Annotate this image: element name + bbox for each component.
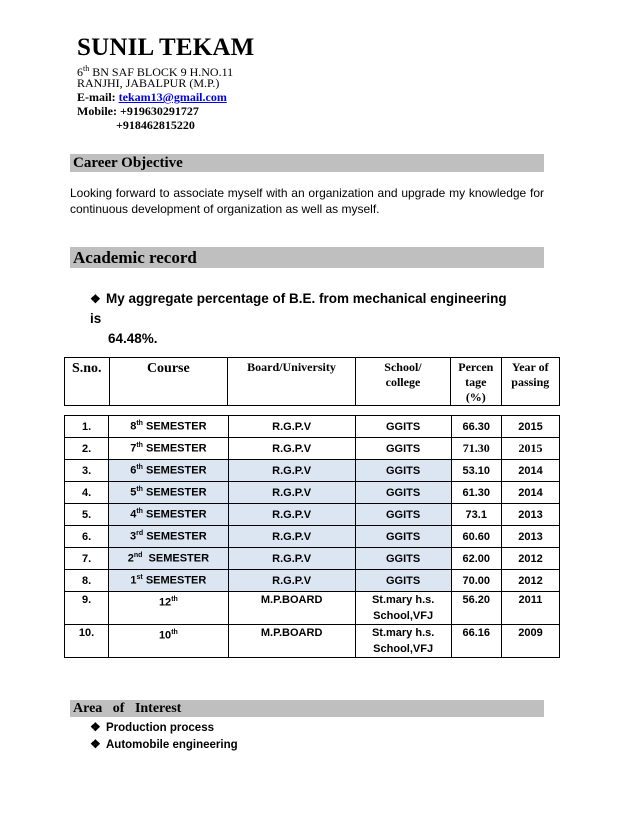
cell-board: M.P.BOARD	[228, 592, 355, 625]
diamond-bullet-icon: ❖	[90, 292, 101, 306]
table-row	[65, 504, 560, 526]
cell-school: GGITS	[355, 548, 451, 570]
cell-sno: 7.	[65, 548, 109, 570]
aggregate-percentage: ❖ My aggregate percentage of B.E. from mechanical engineering is 64.48%.	[90, 291, 507, 346]
address-line-2: RANJHI, JABALPUR (M.P.)	[77, 76, 220, 90]
cell-percent: 56.20	[451, 592, 501, 625]
list-item: ❖ Automobile engineering	[90, 737, 238, 751]
cell-board: R.G.P.V	[228, 482, 355, 504]
cell-percent: 60.60	[451, 526, 501, 548]
area-of-interest-heading: Area of Interest	[70, 700, 544, 717]
cell-year: 2012	[501, 548, 559, 570]
cell-course: 3rd SEMESTER	[109, 526, 228, 548]
academic-table	[64, 415, 560, 658]
table-row	[65, 625, 560, 658]
mobile-line-2: +918462815220	[116, 118, 195, 132]
career-objective-text: Looking forward to associate myself with an organization and upgrade my knowledge for continuous development of organization as well as myself.	[70, 186, 544, 216]
cell-school: GGITS	[355, 416, 451, 438]
table-row	[65, 460, 560, 482]
table-row	[65, 438, 560, 460]
cell-year: 2015	[501, 438, 559, 460]
cell-board: R.G.P.V	[228, 438, 355, 460]
cell-sno: 5.	[65, 504, 109, 526]
table-row	[65, 592, 560, 625]
cell-percent: 53.10	[451, 460, 501, 482]
cell-school: St.mary h.s. School,VFJ	[355, 625, 451, 658]
cell-percent: 70.00	[451, 570, 501, 592]
cell-sno: 8.	[65, 570, 109, 592]
cell-percent: 61.30	[451, 482, 501, 504]
email-link[interactable]: tekam13@gmail.com	[118, 90, 227, 104]
cell-year: 2012	[501, 570, 559, 592]
cell-school: GGITS	[355, 482, 451, 504]
cell-sno: 3.	[65, 460, 109, 482]
cell-course: 2nd SEMESTER	[109, 548, 228, 570]
table-row	[65, 548, 560, 570]
table-row	[65, 526, 560, 548]
cell-sno: 6.	[65, 526, 109, 548]
cell-school: GGITS	[355, 526, 451, 548]
header-year: Year of passing	[501, 358, 559, 406]
cell-course: 12th	[109, 592, 228, 625]
cell-percent: 66.30	[451, 416, 501, 438]
cell-course: 8th SEMESTER	[109, 416, 228, 438]
email-line: E-mail: tekam13@gmail.com	[77, 90, 227, 104]
cell-percent: 62.00	[451, 548, 501, 570]
cell-school: GGITS	[355, 438, 451, 460]
header-school: School/ college	[355, 358, 450, 406]
cell-course: 4th SEMESTER	[109, 504, 228, 526]
diamond-bullet-icon: ❖	[90, 737, 101, 751]
academic-table-header	[64, 357, 560, 406]
header-sno: S.no.	[65, 358, 110, 406]
career-objective-heading: Career Objective	[70, 154, 544, 172]
cell-year: 2011	[501, 592, 559, 625]
cell-sno: 9.	[65, 592, 109, 625]
cell-course: 6th SEMESTER	[109, 460, 228, 482]
cell-school: GGITS	[355, 570, 451, 592]
table-row	[65, 570, 560, 592]
cell-year: 2014	[501, 460, 559, 482]
cell-year: 2009	[501, 625, 559, 658]
cell-board: R.G.P.V	[228, 460, 355, 482]
cell-board: R.G.P.V	[228, 416, 355, 438]
cell-board: R.G.P.V	[228, 526, 355, 548]
cell-board: R.G.P.V	[228, 548, 355, 570]
list-item: ❖ Production process	[90, 720, 214, 734]
cell-percent: 73.1	[451, 504, 501, 526]
cell-percent: 71.30	[451, 438, 501, 460]
address-line-1: 6th BN SAF BLOCK 9 H.NO.11	[77, 64, 234, 79]
interest-list	[90, 719, 238, 753]
cell-board: M.P.BOARD	[228, 625, 355, 658]
cell-board: R.G.P.V	[228, 504, 355, 526]
cell-course: 5th SEMESTER	[109, 482, 228, 504]
cell-year: 2015	[501, 416, 559, 438]
academic-record-heading: Academic record	[70, 247, 544, 268]
cell-board: R.G.P.V	[228, 570, 355, 592]
header-board: Board/University	[228, 358, 356, 406]
cell-course: 1st SEMESTER	[109, 570, 228, 592]
cell-school: GGITS	[355, 504, 451, 526]
header-percentage: Percen tage (%)	[451, 358, 502, 406]
cell-sno: 2.	[65, 438, 109, 460]
cell-school: St.mary h.s. School,VFJ	[355, 592, 451, 625]
header-course: Course	[109, 358, 228, 406]
cell-school: GGITS	[355, 460, 451, 482]
mobile-line: Mobile: +919630291727	[77, 104, 199, 118]
cell-sno: 1.	[65, 416, 109, 438]
candidate-name: SUNIL TEKAM	[77, 34, 255, 61]
cell-year: 2014	[501, 482, 559, 504]
cell-percent: 66.16	[451, 625, 501, 658]
table-row	[65, 416, 560, 438]
cell-year: 2013	[501, 504, 559, 526]
cell-sno: 4.	[65, 482, 109, 504]
cell-course: 10th	[109, 625, 228, 658]
cell-year: 2013	[501, 526, 559, 548]
cell-sno: 10.	[65, 625, 109, 658]
cell-course: 7th SEMESTER	[109, 438, 228, 460]
diamond-bullet-icon: ❖	[90, 720, 101, 734]
table-row	[65, 482, 560, 504]
